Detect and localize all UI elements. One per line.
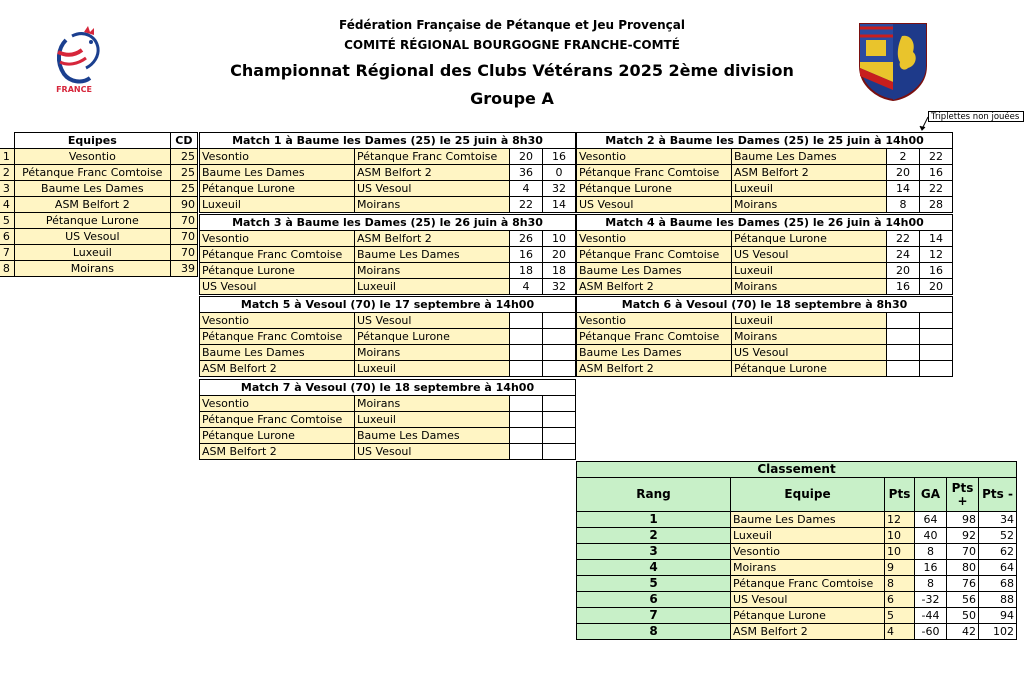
away-team: Luxeuil	[355, 361, 510, 377]
arrow-icon	[918, 116, 930, 132]
ranking-title: Classement	[577, 462, 1017, 478]
home-team: Pétanque Franc Comtoise	[577, 329, 732, 345]
ranking-row: 8 ASM Belfort 2 4 -60 42 102	[577, 624, 1017, 640]
away-score: 14	[920, 231, 953, 247]
ranking-table	[576, 461, 1017, 640]
away-team: ASM Belfort 2	[355, 231, 510, 247]
match-row	[200, 247, 576, 263]
ranking-row: 7 Pétanque Lurone 5 -44 50 94	[577, 608, 1017, 624]
match-title: Match 5 à Vesoul (70) le 17 septembre à 14h00	[200, 297, 576, 313]
away-score: 18	[543, 263, 576, 279]
col-ga: GA	[915, 478, 947, 512]
home-team: Pétanque Franc Comtoise	[200, 412, 355, 428]
col-pts-plus: Pts +	[947, 478, 979, 512]
away-team: Moirans	[732, 197, 887, 213]
home-score	[510, 329, 543, 345]
home-team: Pétanque Franc Comtoise	[200, 247, 355, 263]
coat-of-arms-logo	[858, 22, 928, 102]
match-row	[577, 149, 953, 165]
home-score: 2	[887, 149, 920, 165]
away-team: ASM Belfort 2	[355, 165, 510, 181]
match-title: Match 1 à Baume les Dames (25) le 25 juin à 8h30	[200, 133, 576, 149]
home-score: 20	[887, 165, 920, 181]
ranking-row: 5 Pétanque Franc Comtoise 8 8 76 68	[577, 576, 1017, 592]
away-team: Moirans	[355, 396, 510, 412]
home-score	[887, 329, 920, 345]
triplettes-note: Triplettes non jouées	[928, 111, 1024, 122]
ranking-row: 1 Baume Les Dames 12 64 98 34	[577, 512, 1017, 528]
match-title: Match 4 à Baume les Dames (25) le 26 juin à 14h00	[577, 215, 953, 231]
match-title: Match 6 à Vesoul (70) le 18 septembre à 8h30	[577, 297, 953, 313]
home-score	[510, 345, 543, 361]
match-3-table	[199, 214, 576, 295]
col-pts-minus: Pts -	[979, 478, 1017, 512]
home-team: US Vesoul	[577, 197, 732, 213]
home-team: Vesontio	[200, 231, 355, 247]
away-team: Luxeuil	[732, 181, 887, 197]
home-score: 22	[510, 197, 543, 213]
away-team: Luxeuil	[355, 279, 510, 295]
match-row	[200, 197, 576, 213]
away-team: Pétanque Lurone	[732, 231, 887, 247]
team-row: 1 Vesontio 25	[0, 149, 198, 165]
match-title: Match 2 à Baume les Dames (25) le 25 juin à 14h00	[577, 133, 953, 149]
ranking-row: 6 US Vesoul 6 -32 56 88	[577, 592, 1017, 608]
home-score: 4	[510, 181, 543, 197]
home-score	[510, 396, 543, 412]
home-score	[510, 313, 543, 329]
team-row: 5 Pétanque Lurone 70	[0, 213, 198, 229]
away-score: 20	[920, 279, 953, 295]
away-team: Moirans	[355, 345, 510, 361]
home-team: Pétanque Lurone	[200, 263, 355, 279]
team-row: 7 Luxeuil 70	[0, 245, 198, 261]
home-score: 8	[887, 197, 920, 213]
home-team: Baume Les Dames	[577, 263, 732, 279]
championship-title: Championnat Régional des Clubs Vétérans 2025 2ème division	[230, 61, 794, 80]
away-team: Baume Les Dames	[355, 247, 510, 263]
col-equipes: Equipes	[14, 133, 170, 149]
home-score: 14	[887, 181, 920, 197]
home-team: Baume Les Dames	[200, 345, 355, 361]
home-team: US Vesoul	[200, 279, 355, 295]
home-score	[887, 361, 920, 377]
match-row	[200, 313, 576, 329]
away-score	[920, 345, 953, 361]
home-score	[510, 361, 543, 377]
away-team: Luxeuil	[355, 412, 510, 428]
home-team: Pétanque Franc Comtoise	[577, 165, 732, 181]
match-row	[200, 345, 576, 361]
match-row	[577, 345, 953, 361]
team-row: 8 Moirans 39	[0, 261, 198, 277]
away-score	[543, 396, 576, 412]
match-row	[577, 247, 953, 263]
committee-title: COMITÉ RÉGIONAL BOURGOGNE FRANCHE-COMTÉ	[344, 38, 680, 52]
home-team: Vesontio	[577, 313, 732, 329]
away-score: 22	[920, 149, 953, 165]
away-score: 32	[543, 279, 576, 295]
home-score: 16	[887, 279, 920, 295]
away-team: US Vesoul	[355, 444, 510, 460]
away-score: 10	[543, 231, 576, 247]
away-score	[543, 412, 576, 428]
match-7-table	[199, 379, 576, 460]
home-score: 24	[887, 247, 920, 263]
away-score	[543, 361, 576, 377]
match-row	[577, 231, 953, 247]
away-score: 16	[920, 263, 953, 279]
match-1-table	[199, 132, 576, 213]
away-team: ASM Belfort 2	[732, 165, 887, 181]
home-score	[887, 345, 920, 361]
away-score: 20	[543, 247, 576, 263]
home-team: ASM Belfort 2	[577, 361, 732, 377]
match-2-table	[576, 132, 953, 213]
away-team: Baume Les Dames	[355, 428, 510, 444]
away-team: Moirans	[355, 197, 510, 213]
match-row	[200, 165, 576, 181]
home-team: Vesontio	[577, 149, 732, 165]
match-row	[200, 412, 576, 428]
away-team: Pétanque Lurone	[355, 329, 510, 345]
home-score	[510, 428, 543, 444]
away-team: US Vesoul	[355, 313, 510, 329]
home-score: 4	[510, 279, 543, 295]
away-team: Moirans	[732, 279, 887, 295]
away-score: 0	[543, 165, 576, 181]
home-team: Pétanque Lurone	[200, 428, 355, 444]
match-row	[200, 444, 576, 460]
home-team: Vesontio	[200, 149, 355, 165]
away-team: US Vesoul	[732, 345, 887, 361]
match-5-table	[199, 296, 576, 377]
home-score: 36	[510, 165, 543, 181]
away-team: Moirans	[355, 263, 510, 279]
home-team: Baume Les Dames	[577, 345, 732, 361]
home-team: ASM Belfort 2	[200, 444, 355, 460]
home-score: 22	[887, 231, 920, 247]
away-score: 28	[920, 197, 953, 213]
away-team: Moirans	[732, 329, 887, 345]
match-row	[200, 181, 576, 197]
home-team: Vesontio	[200, 313, 355, 329]
home-team: ASM Belfort 2	[577, 279, 732, 295]
match-row	[577, 279, 953, 295]
away-score: 14	[543, 197, 576, 213]
home-team: Vesontio	[577, 231, 732, 247]
match-row	[200, 279, 576, 295]
home-score: 16	[510, 247, 543, 263]
home-team: Pétanque Lurone	[577, 181, 732, 197]
col-rang: Rang	[577, 478, 731, 512]
match-title: Match 3 à Baume les Dames (25) le 26 juin à 8h30	[200, 215, 576, 231]
col-cd: CD	[170, 133, 197, 149]
team-row: 6 US Vesoul 70	[0, 229, 198, 245]
match-row	[577, 329, 953, 345]
match-row	[200, 361, 576, 377]
away-team: Pétanque Lurone	[732, 361, 887, 377]
away-score: 22	[920, 181, 953, 197]
home-team: Vesontio	[200, 396, 355, 412]
away-score: 16	[920, 165, 953, 181]
match-row	[577, 263, 953, 279]
match-row	[200, 428, 576, 444]
away-score	[543, 345, 576, 361]
away-score	[920, 313, 953, 329]
away-team: US Vesoul	[355, 181, 510, 197]
match-row	[577, 197, 953, 213]
col-pts: Pts	[885, 478, 915, 512]
match-row	[200, 263, 576, 279]
home-score	[510, 444, 543, 460]
ffpjp-logo	[44, 22, 108, 98]
home-team: Pétanque Franc Comtoise	[200, 329, 355, 345]
away-score: 12	[920, 247, 953, 263]
team-row: 2 Pétanque Franc Comtoise 25	[0, 165, 198, 181]
team-row: 4 ASM Belfort 2 90	[0, 197, 198, 213]
group-title: Groupe A	[470, 89, 554, 108]
match-row	[577, 181, 953, 197]
logo-text: FRANCE	[56, 85, 92, 94]
away-score	[543, 444, 576, 460]
match-row	[200, 329, 576, 345]
match-row	[577, 165, 953, 181]
ranking-row: 2 Luxeuil 10 40 92 52	[577, 528, 1017, 544]
federation-title: Fédération Française de Pétanque et Jeu Provençal	[338, 18, 685, 32]
away-score	[920, 329, 953, 345]
ranking-row: 4 Moirans 9 16 80 64	[577, 560, 1017, 576]
match-6-table	[576, 296, 953, 377]
team-row: 3 Baume Les Dames 25	[0, 181, 198, 197]
home-score: 20	[887, 263, 920, 279]
home-score	[510, 412, 543, 428]
away-team: Baume Les Dames	[732, 149, 887, 165]
match-row	[200, 149, 576, 165]
away-score: 16	[543, 149, 576, 165]
home-score: 18	[510, 263, 543, 279]
col-equipe: Equipe	[731, 478, 885, 512]
away-score	[920, 361, 953, 377]
match-row	[577, 361, 953, 377]
away-team: US Vesoul	[732, 247, 887, 263]
home-team: ASM Belfort 2	[200, 361, 355, 377]
match-4-table	[576, 214, 953, 295]
home-score: 26	[510, 231, 543, 247]
away-score: 32	[543, 181, 576, 197]
match-row	[577, 313, 953, 329]
home-team: Luxeuil	[200, 197, 355, 213]
match-title: Match 7 à Vesoul (70) le 18 septembre à 14h00	[200, 380, 576, 396]
away-score	[543, 313, 576, 329]
away-team: Pétanque Franc Comtoise	[355, 149, 510, 165]
away-team: Luxeuil	[732, 263, 887, 279]
match-row	[200, 396, 576, 412]
home-score: 20	[510, 149, 543, 165]
match-row	[200, 231, 576, 247]
home-score	[887, 313, 920, 329]
home-team: Pétanque Franc Comtoise	[577, 247, 732, 263]
ranking-row: 3 Vesontio 10 8 70 62	[577, 544, 1017, 560]
home-team: Baume Les Dames	[200, 165, 355, 181]
away-score	[543, 329, 576, 345]
teams-table	[0, 132, 198, 277]
away-team: Luxeuil	[732, 313, 887, 329]
home-team: Pétanque Lurone	[200, 181, 355, 197]
away-score	[543, 428, 576, 444]
